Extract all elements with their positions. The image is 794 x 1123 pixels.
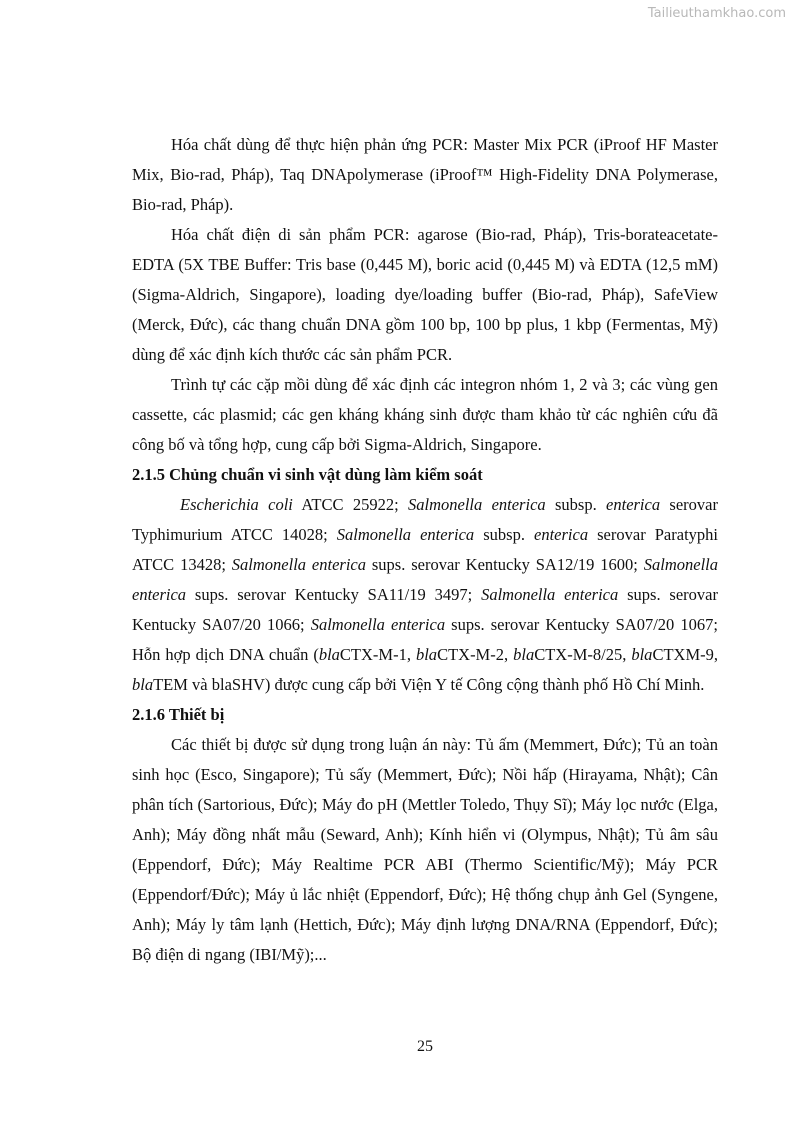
species-name: Salmonella enterica <box>231 555 366 574</box>
species-name: Salmonella enterica <box>132 555 719 604</box>
gene-prefix: bla <box>513 645 535 664</box>
paragraph-pcr-chemicals: Hóa chất dùng để thực hiện phản ứng PCR: Master Mix PCR (iProof HF Master Mix, Bio-rad, Pháp), Taq DNApolymerase (iProof™ High-Fidelity DNA Polymerase, Bio-rad, Pháp). <box>132 135 718 214</box>
document-body <box>132 130 718 970</box>
text-run: CTX-M-1, <box>339 645 416 664</box>
paragraph-equipment: Các thiết bị được sử dụng trong luận án này: Tủ ấm (Memmert, Đức); Tủ an toàn sinh học (Esco, Singapore); Tủ sấy (Memmert, Đức); Nồi hấp (Hirayama, Nhật); Cân phân tích (Sartorious, Đức); Máy đo pH (Mettler Toledo, Thụy Sĩ); Máy lọc nước (Elga, Anh); Máy đồng nhất mẫu (Seward, Anh); Kính hiển vi (Olympus, Nhật); Tủ âm sâu (Eppendorf, Đức); Máy Realtime PCR ABI (Thermo Scientific/Mỹ); Máy PCR (Eppendorf/Đức); Máy ủ lắc nhiệt (Eppendorf, Đức); Hệ thống chụp ảnh Gel (Syngene, Anh); Máy ly tâm lạnh (Hettich, Đức); Máy định lượng DNA/RNA (Eppendorf, Đức); Bộ điện di ngang (IBI/Mỹ);... <box>132 735 718 964</box>
species-name: enterica <box>534 525 589 544</box>
gene-prefix: bla <box>132 675 154 694</box>
paragraph-primers: Trình tự các cặp mồi dùng để xác định các integron nhóm 1, 2 và 3; các vùng gen cassette, các plasmid; các gen kháng kháng sinh được tham khảo từ các nghiên cứu đã công bố và tổng hợp, cung cấp bởi Sigma-Aldrich, Singapore. <box>132 375 718 454</box>
text-run: sups. serovar Kentucky SA12/19 1600; <box>366 555 644 574</box>
page-number: 25 <box>417 1038 433 1055</box>
gene-prefix: bla <box>318 645 340 664</box>
watermark: Tailieuthamkhao.com <box>647 6 786 21</box>
species-name: Salmonella enterica <box>481 585 619 604</box>
species-name: enterica <box>606 495 661 514</box>
text-run: sups. serovar Kentucky SA11/19 3497; <box>186 585 482 604</box>
text-run: sups. serovar Kentucky SA07/20 1066; <box>132 585 718 634</box>
species-name: Salmonella enterica <box>408 495 546 514</box>
text-run: subsp. <box>474 525 535 544</box>
text-run: CTX-M-2, <box>437 645 514 664</box>
text-run: subsp. <box>545 495 607 514</box>
species-name: Salmonella enterica <box>336 525 475 544</box>
gene-prefix: bla <box>415 645 438 664</box>
text-run: sups. serovar Kentucky SA07/20 1067; Hỗn hợp dịch DNA chuẩn ( <box>132 615 718 664</box>
section-heading-215: 2.1.5 Chủng chuẩn vi sinh vật dùng làm kiểm soát <box>132 465 483 484</box>
species-name: Escherichia coli <box>180 495 293 514</box>
paragraph-electrophoresis: Hóa chất điện di sản phẩm PCR: agarose (Bio-rad, Pháp), Tris-borateacetate-EDTA (5X TBE Buffer: Tris base (0,445 M), boric acid (0,445 M) và EDTA (12,5 mM) (Sigma-Aldrich, Singapore), loading dye/loading buffer (Bio-rad, Pháp), SafeView (Merck, Đức), các thang chuẩn DNA gồm 100 bp, 100 bp plus, 1 kbp (Fermentas, Mỹ) dùng để xác định kích thước các sản phẩm PCR. <box>132 225 718 364</box>
text-run: serovar Paratyphi ATCC 13428; <box>132 525 718 574</box>
text-run: ATCC 25922; <box>292 495 408 514</box>
text-run: serovar Typhimurium ATCC 14028; <box>132 495 718 544</box>
text-run: CTXM-9, <box>652 645 718 664</box>
text-run: CTX-M-8/25, <box>534 645 632 664</box>
text-run: TEM và blaSHV) được cung cấp bởi Viện Y tế Công cộng thành phố Hồ Chí Minh. <box>153 675 705 694</box>
gene-prefix: bla <box>631 645 653 664</box>
species-name: Salmonella enterica <box>310 615 446 634</box>
paragraph-reference-strains <box>132 490 718 700</box>
section-heading-216: 2.1.6 Thiết bị <box>132 705 225 724</box>
